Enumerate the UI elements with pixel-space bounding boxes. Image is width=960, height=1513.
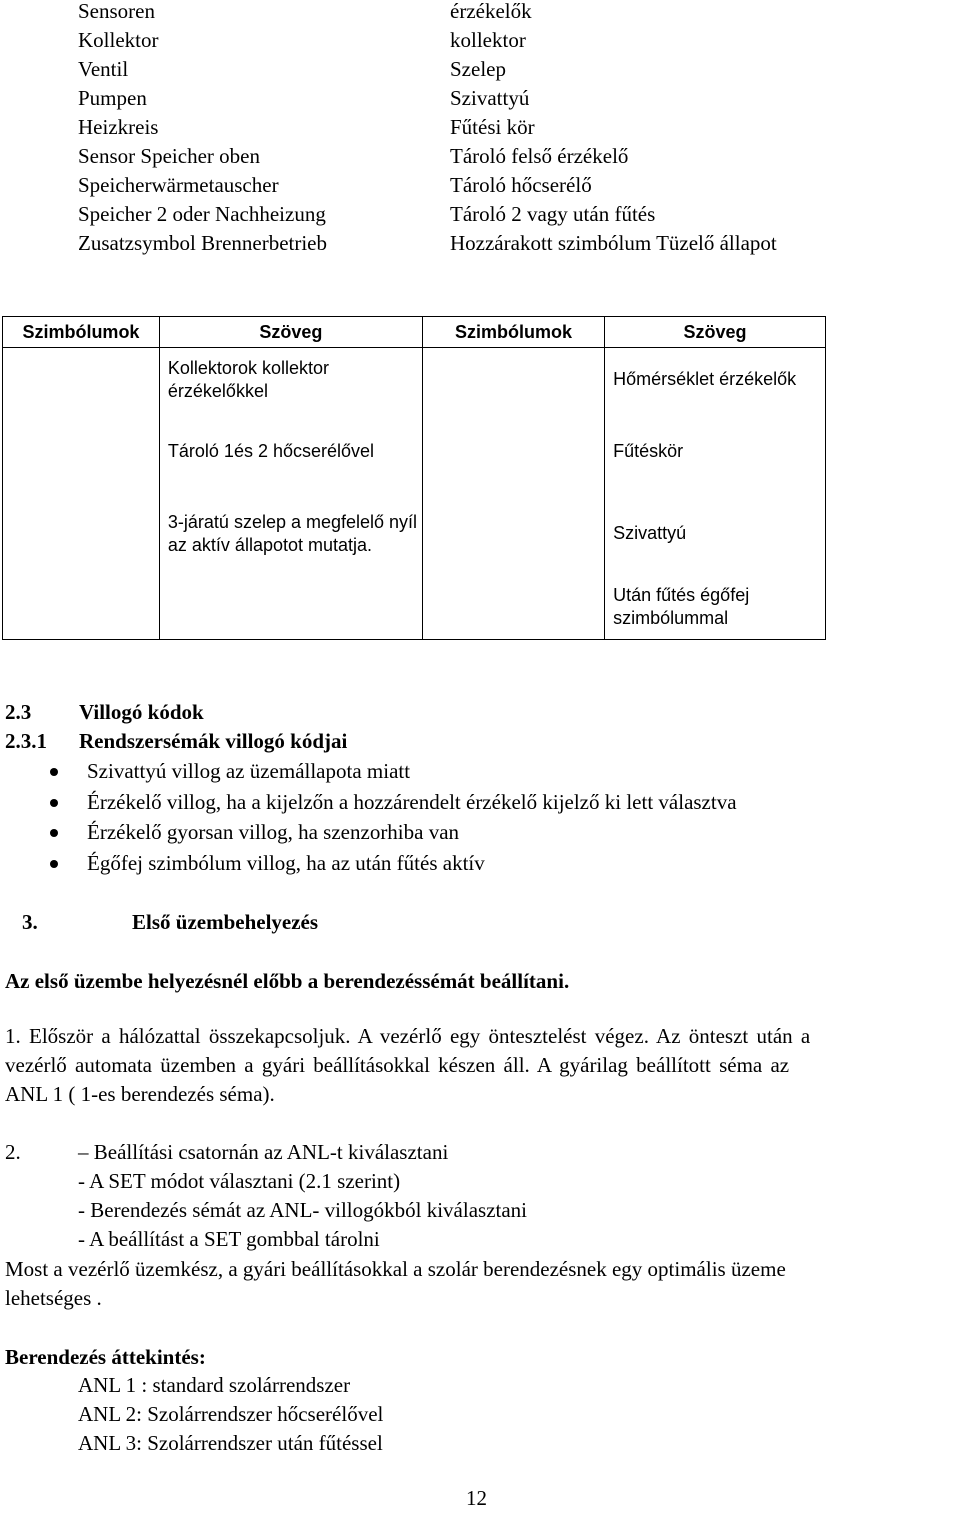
list-item-text: Szivattyú villog az üzemállapota miatt	[87, 759, 411, 783]
step-line: - A beállítást a SET gombbal tárolni	[78, 1227, 380, 1251]
hungarian-term: Tároló hőcserélő	[450, 173, 592, 197]
table-row	[3, 412, 826, 492]
step-line: - A SET módot választani (2.1 szerint)	[78, 1169, 401, 1193]
section-title: Rendszersémák villogó kódjai	[79, 729, 348, 753]
column-header: Szöveg	[159, 317, 422, 348]
table-row	[3, 492, 826, 576]
hungarian-term: Szivattyú	[450, 86, 530, 110]
step-1-paragraph	[5, 1022, 957, 1109]
symbol-cell	[422, 412, 604, 492]
intro-bold-text: Az első üzembe helyezésnél előbb a berendezéssémát beállítani.	[5, 969, 570, 993]
symbol-cell	[3, 348, 160, 412]
text-cell	[159, 576, 422, 640]
hungarian-term: Tároló 2 vagy után fűtés	[450, 202, 656, 226]
german-term: Sensoren	[78, 0, 155, 23]
column-header: Szöveg	[605, 317, 826, 348]
text-cell: Fűtéskör	[613, 441, 684, 461]
section-heading-2-3	[5, 698, 204, 727]
german-term: Sensor Speicher oben	[78, 144, 260, 168]
hungarian-term: Szelep	[450, 57, 506, 81]
text-cell: Szivattyú	[613, 523, 687, 543]
symbol-cell	[422, 576, 604, 640]
list-item-text: Érzékelő villog, ha a kijelzőn a hozzárendelt érzékelő kijelző ki lett választva	[87, 789, 737, 814]
hungarian-term: kollektor	[450, 28, 526, 52]
german-term: Speicherwärmetauscher	[78, 173, 279, 197]
paragraph-line: ANL 1 ( 1-es berendezés séma).	[5, 1082, 275, 1106]
german-term: Zusatzsymbol Brennerbetrieb	[78, 231, 328, 255]
german-term: Heizkreis	[78, 115, 159, 139]
column-header: Szimbólumok	[3, 317, 160, 348]
bullet-icon	[50, 799, 58, 807]
symbol-cell	[422, 492, 604, 576]
text-cell: Hőmérséklet érzékelők	[613, 369, 797, 390]
text-cell: Után fűtés égőfej szimbólummal	[613, 585, 750, 629]
table-row	[3, 348, 826, 412]
german-term: Speicher 2 oder Nachheizung	[78, 202, 326, 226]
step-line: – Beállítási csatornán az ANL-t kiválasztani	[78, 1140, 449, 1164]
hungarian-term: Hozzárakott szimbólum Tüzelő állapot	[450, 231, 777, 255]
column-header: Szimbólumok	[422, 317, 604, 348]
section-title: Első üzembehelyezés	[132, 910, 319, 934]
overview-list	[78, 1371, 383, 1458]
list-item: ANL 1 : standard szolárrendszer	[78, 1373, 351, 1397]
list-item: ANL 2: Szolárrendszer hőcserélővel	[78, 1402, 384, 1426]
section-number: 2.3.1	[5, 729, 47, 753]
step-line: - Berendezés sémát az ANL- villogókból kiválasztani	[78, 1198, 528, 1222]
text-cell: Kollektorok kollektor érzékelőkkel	[167, 357, 329, 401]
german-term: Pumpen	[78, 86, 147, 110]
symbol-cell	[422, 348, 604, 412]
text-cell: 3-járatú szelep a megfelelő nyíl az aktív állapotot mutatja.	[167, 511, 418, 555]
bullet-icon	[50, 829, 58, 837]
overview-title: Berendezés áttekintés:	[5, 1345, 206, 1369]
bullet-icon	[50, 860, 58, 868]
page-number: 12	[466, 1486, 487, 1510]
section-title: Villogó kódok	[79, 700, 204, 724]
hungarian-term: Tároló felső érzékelő	[450, 144, 629, 168]
paragraph-line: lehetséges .	[5, 1286, 102, 1310]
german-term: Ventil	[78, 57, 129, 81]
paragraph-line: Most a vezérlő üzemkész, a gyári beállításokkal a szolár berendezésnek egy optimális üzeme	[5, 1257, 786, 1281]
paragraph-line: 1. Először a hálózattal összekapcsoljuk. A vezérlő egy öntesztelést végez. Az önteszt után a	[5, 1024, 811, 1048]
hungarian-term: Fűtési kör	[450, 115, 535, 139]
section-number: 2.3	[5, 700, 32, 724]
step-2-number: 2.	[5, 1140, 21, 1164]
ready-paragraph	[5, 1255, 957, 1313]
section-number: 3.	[22, 910, 38, 934]
list-item-text: Égőfej szimbólum villog, ha az után fűtés aktív	[87, 850, 485, 875]
paragraph-line: vezérlő automata üzemben a gyári beállításokkal készen áll. A gyárilag beállított séma az	[5, 1053, 790, 1077]
table-header-row	[3, 317, 826, 348]
hungarian-term: érzékelők	[450, 0, 532, 23]
symbol-cell	[3, 412, 160, 492]
german-term: Kollektor	[78, 28, 159, 52]
section-heading-2-3-1	[5, 727, 347, 756]
symbol-cell	[3, 492, 160, 576]
section-heading-3	[22, 908, 318, 937]
symbol-cell	[3, 576, 160, 640]
step-2-list	[78, 1138, 527, 1254]
table-row	[3, 576, 826, 640]
text-cell: Tároló 1és 2 hőcserélővel	[167, 441, 375, 461]
bullet-icon	[50, 768, 58, 776]
symbol-table	[2, 316, 826, 640]
list-item-text: Érzékelő gyorsan villog, ha szenzorhiba van	[87, 820, 460, 844]
list-item: ANL 3: Szolárrendszer után fűtéssel	[78, 1431, 383, 1455]
